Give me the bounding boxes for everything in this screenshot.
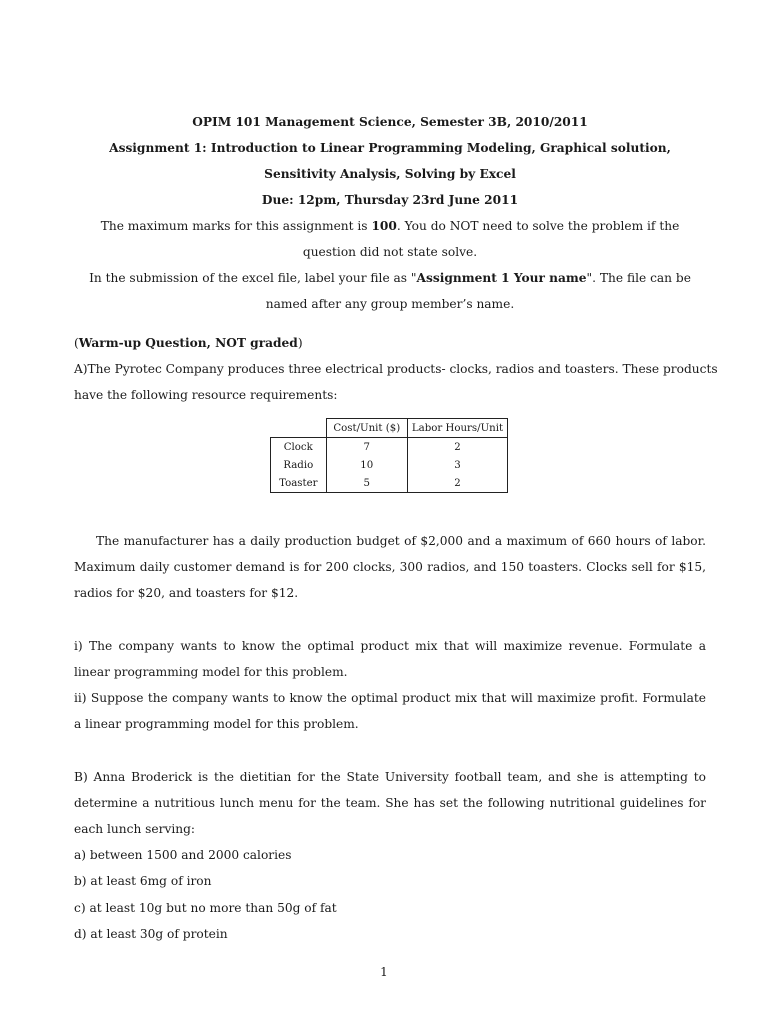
marks-statement-cont: question did not state solve. bbox=[302, 245, 478, 259]
cost-cell: 7 bbox=[326, 438, 407, 457]
course-title: OPIM 101 Management Science, Semester 3B, 2010/2011 bbox=[192, 115, 588, 129]
question-b-text-end: each lunch serving: bbox=[74, 822, 196, 836]
guideline-item: c) at least 10g but no more than 50g of fat bbox=[74, 901, 337, 915]
table-header-empty bbox=[271, 419, 327, 438]
cost-cell: 5 bbox=[326, 474, 407, 493]
warmup-heading: (Warm-up Question, NOT graded) bbox=[74, 336, 303, 350]
product-cell: Radio bbox=[271, 456, 327, 474]
manufacturer-text-cont: Maximum daily customer demand is for 200 clocks, 300 radios, and 150 toasters. Clocks sell for $15, bbox=[74, 560, 706, 574]
question-ii-text: ii) Suppose the company wants to know the optimal product mix that will maximize profit. Formulate bbox=[74, 691, 706, 705]
question-b-text-cont: determine a nutritious lunch menu for the team. She has set the following nutritional guidelines for bbox=[74, 796, 706, 810]
resource-requirements-table bbox=[270, 418, 508, 493]
assignment-subtitle: Sensitivity Analysis, Solving by Excel bbox=[264, 167, 516, 181]
table-header-hours: Labor Hours/Unit bbox=[407, 419, 507, 438]
page-number: 1 bbox=[380, 965, 388, 979]
product-cell: Clock bbox=[271, 438, 327, 457]
table-row bbox=[271, 456, 508, 474]
submission-instruction: In the submission of the excel file, label your file as "Assignment 1 Your name". The file can be bbox=[89, 271, 691, 285]
table-header-cost: Cost/Unit ($) bbox=[326, 419, 407, 438]
question-a-text: A)The Pyrotec Company produces three electrical products- clocks, radios and toasters. These products bbox=[74, 362, 718, 376]
submission-instruction-cont: named after any group member’s name. bbox=[265, 297, 515, 311]
assignment-title: Assignment 1: Introduction to Linear Programming Modeling, Graphical solution, bbox=[109, 141, 671, 155]
product-cell: Toaster bbox=[271, 474, 327, 493]
question-i-text: i) The company wants to know the optimal product mix that will maximize revenue. Formulate a bbox=[74, 639, 706, 653]
table-row bbox=[271, 438, 508, 457]
guideline-item: b) at least 6mg of iron bbox=[74, 874, 212, 888]
max-marks-value: 100 bbox=[371, 219, 397, 233]
manufacturer-text: The manufacturer has a daily production budget of $2,000 and a maximum of 660 hours of labor. bbox=[96, 534, 706, 548]
table-row bbox=[271, 474, 508, 493]
guideline-item: a) between 1500 and 2000 calories bbox=[74, 848, 292, 862]
hours-cell: 2 bbox=[407, 474, 507, 493]
hours-cell: 2 bbox=[407, 438, 507, 457]
guideline-item: d) at least 30g of protein bbox=[74, 927, 228, 941]
due-date: Due: 12pm, Thursday 23rd June 2011 bbox=[261, 193, 519, 207]
question-ii-text-cont: a linear programming model for this problem. bbox=[74, 717, 359, 731]
manufacturer-text-end: radios for $20, and toasters for $12. bbox=[74, 586, 299, 600]
marks-statement: The maximum marks for this assignment is 100. You do NOT need to solve the problem if the bbox=[100, 219, 680, 233]
hours-cell: 3 bbox=[407, 456, 507, 474]
file-label: Assignment 1 Your name bbox=[416, 271, 587, 285]
cost-cell: 10 bbox=[326, 456, 407, 474]
question-i-text-cont: linear programming model for this problem. bbox=[74, 665, 348, 679]
question-a-text-cont: have the following resource requirements: bbox=[74, 388, 338, 402]
question-b-text: B) Anna Broderick is the dietitian for the State University football team, and she is attempting to bbox=[74, 770, 706, 784]
